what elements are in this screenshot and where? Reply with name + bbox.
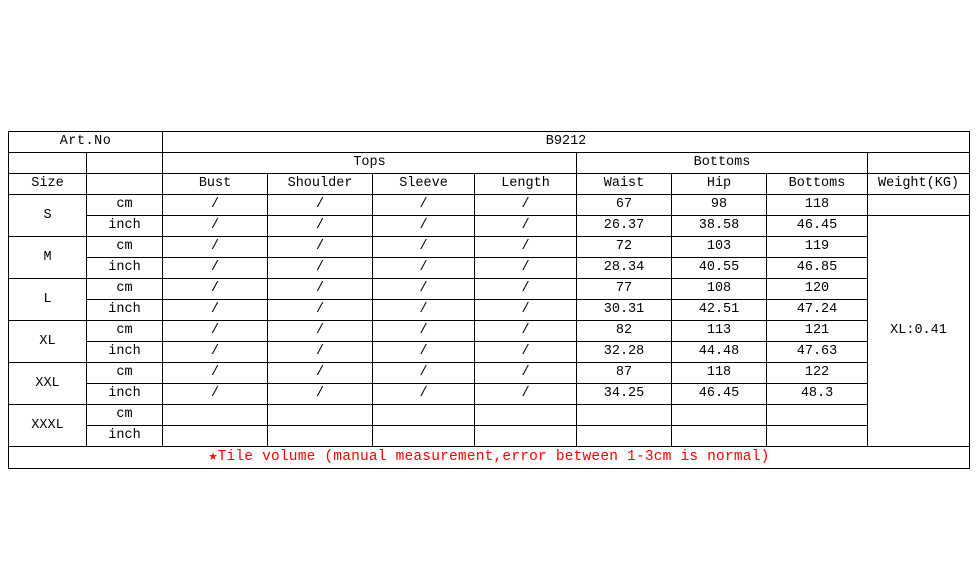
group-header-tops: Tops [163,153,577,174]
size-label-xxl: XXL [9,363,87,405]
table-row [9,279,970,300]
cell-length: / [475,237,577,258]
cell-bottoms: 122 [767,363,868,384]
cell-hip: 38.58 [672,216,767,237]
unit-cm: cm [87,405,163,426]
cell-bottoms: 120 [767,279,868,300]
cell-waist: 67 [577,195,672,216]
table-row [9,237,970,258]
table-row [9,405,970,426]
column-header-bottoms: Bottoms [767,174,868,195]
unit-inch: inch [87,426,163,447]
cell-shoulder: / [268,321,373,342]
cell-length: / [475,363,577,384]
cell-bust: / [163,342,268,363]
cell-shoulder: / [268,216,373,237]
cell-waist: 82 [577,321,672,342]
cell-bust [163,405,268,426]
cell-hip: 113 [672,321,767,342]
column-header-shoulder: Shoulder [268,174,373,195]
cell-hip: 44.48 [672,342,767,363]
cell-sleeve: / [373,258,475,279]
cell-length [475,405,577,426]
cell-length [475,426,577,447]
cell-sleeve [373,426,475,447]
size-chart-table [8,131,970,469]
cell-waist: 32.28 [577,342,672,363]
cell-sleeve: / [373,384,475,405]
unit-inch: inch [87,384,163,405]
table-row-groups [9,153,970,174]
cell-bust: / [163,300,268,321]
artno-label: Art.No [9,132,163,153]
group-blank-size [9,153,87,174]
table-row [9,258,970,279]
table-row-artno [9,132,970,153]
cell-bust: / [163,258,268,279]
column-header-bust: Bust [163,174,268,195]
cell-length: / [475,384,577,405]
cell-hip [672,426,767,447]
cell-sleeve: / [373,321,475,342]
table-row [9,216,970,237]
cell-hip: 118 [672,363,767,384]
cell-bust: / [163,363,268,384]
cell-sleeve: / [373,363,475,384]
cell-sleeve: / [373,342,475,363]
cell-length: / [475,321,577,342]
cell-sleeve [373,405,475,426]
cell-hip [672,405,767,426]
cell-bottoms: 47.63 [767,342,868,363]
column-header-waist: Waist [577,174,672,195]
unit-cm: cm [87,237,163,258]
column-header-weight: Weight(KG) [868,174,970,195]
cell-hip: 103 [672,237,767,258]
cell-hip: 40.55 [672,258,767,279]
group-blank-weight [868,153,970,174]
group-blank-unit [87,153,163,174]
cell-shoulder [268,405,373,426]
cell-hip: 108 [672,279,767,300]
cell-length: / [475,216,577,237]
cell-bottoms: 119 [767,237,868,258]
cell-bottoms [767,426,868,447]
weight-blank-top [868,195,970,216]
table-row-headers [9,174,970,195]
cell-length: / [475,300,577,321]
cell-shoulder: / [268,258,373,279]
weight-value: XL:0.41 [868,216,970,447]
cell-sleeve: / [373,300,475,321]
unit-inch: inch [87,342,163,363]
cell-waist: 34.25 [577,384,672,405]
cell-sleeve: / [373,279,475,300]
column-header-size: Size [9,174,87,195]
cell-length: / [475,279,577,300]
cell-shoulder: / [268,384,373,405]
unit-inch: inch [87,300,163,321]
size-label-s: S [9,195,87,237]
cell-shoulder: / [268,300,373,321]
cell-shoulder [268,426,373,447]
cell-waist: 72 [577,237,672,258]
size-label-l: L [9,279,87,321]
artno-value: B9212 [163,132,970,153]
table-row-note [9,447,970,469]
cell-bust: / [163,384,268,405]
cell-bottoms: 121 [767,321,868,342]
cell-sleeve: / [373,216,475,237]
cell-bust: / [163,279,268,300]
note-text: Tile volume (manual measurement,error between 1-3cm is normal) [217,449,770,465]
cell-waist [577,405,672,426]
cell-bottoms: 118 [767,195,868,216]
table-row [9,195,970,216]
cell-bust: / [163,237,268,258]
cell-shoulder: / [268,279,373,300]
cell-bottoms: 48.3 [767,384,868,405]
group-header-bottoms: Bottoms [577,153,868,174]
cell-shoulder: / [268,237,373,258]
table-row [9,384,970,405]
cell-bottoms [767,405,868,426]
cell-length: / [475,342,577,363]
size-label-xxxl: XXXL [9,405,87,447]
note-cell [9,447,970,469]
cell-hip: 46.45 [672,384,767,405]
cell-shoulder: / [268,342,373,363]
cell-bust: / [163,195,268,216]
size-label-xl: XL [9,321,87,363]
table-row [9,363,970,384]
cell-hip: 42.51 [672,300,767,321]
star-icon: ★ [208,448,218,465]
column-header-unit [87,174,163,195]
table-row [9,300,970,321]
cell-shoulder: / [268,363,373,384]
cell-length: / [475,195,577,216]
unit-inch: inch [87,216,163,237]
cell-bust: / [163,321,268,342]
cell-bust: / [163,216,268,237]
cell-sleeve: / [373,237,475,258]
cell-bottoms: 46.85 [767,258,868,279]
cell-hip: 98 [672,195,767,216]
cell-waist: 77 [577,279,672,300]
size-chart-sheet [8,131,969,469]
cell-waist: 28.34 [577,258,672,279]
unit-cm: cm [87,279,163,300]
column-header-length: Length [475,174,577,195]
column-header-hip: Hip [672,174,767,195]
unit-cm: cm [87,363,163,384]
cell-bust [163,426,268,447]
unit-cm: cm [87,195,163,216]
cell-sleeve: / [373,195,475,216]
cell-shoulder: / [268,195,373,216]
cell-bottoms: 46.45 [767,216,868,237]
cell-bottoms: 47.24 [767,300,868,321]
cell-waist: 30.31 [577,300,672,321]
cell-waist: 26.37 [577,216,672,237]
cell-waist: 87 [577,363,672,384]
unit-cm: cm [87,321,163,342]
size-label-m: M [9,237,87,279]
column-header-sleeve: Sleeve [373,174,475,195]
table-row [9,321,970,342]
table-row [9,426,970,447]
cell-length: / [475,258,577,279]
table-row [9,342,970,363]
unit-inch: inch [87,258,163,279]
cell-waist [577,426,672,447]
